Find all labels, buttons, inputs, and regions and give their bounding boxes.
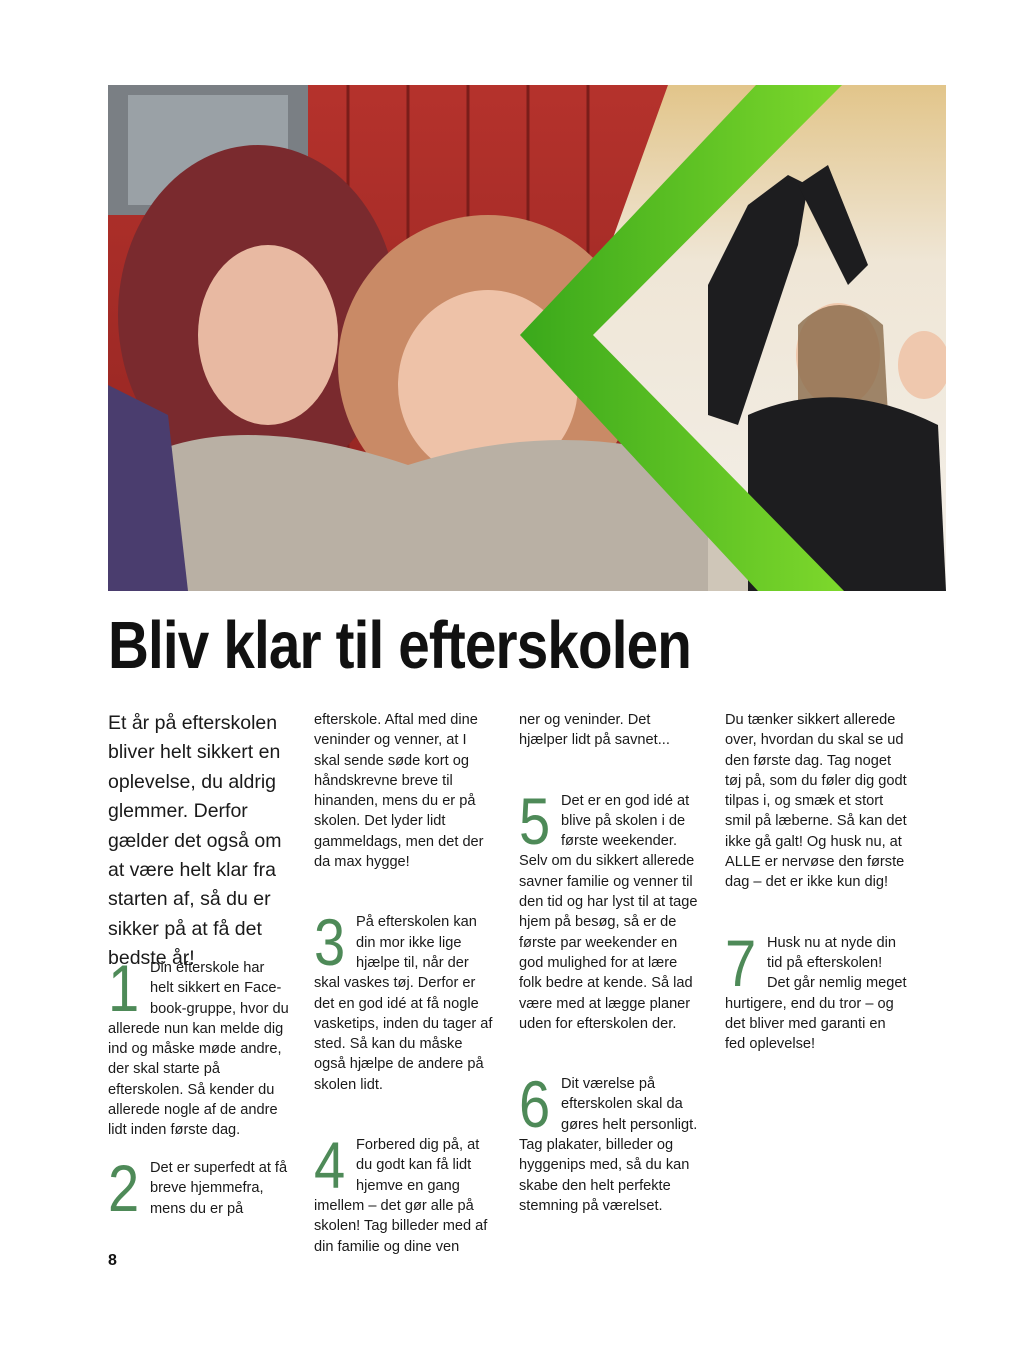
tip-text: På efterskolen kan din mor ikke lige hjælpe til, når der skal vaskes tøj. Derfor er det en god idé at få nogle vasketips, inden du tager af sted. Så kan du måske også hjælpe de andere på skolen lidt. (314, 914, 493, 1093)
page-title: Bliv klar til efterskolen (108, 608, 692, 683)
tip-number: 4 (314, 1128, 346, 1203)
tip-1 (108, 951, 290, 1141)
intro-text: Et år på efterskolen bliver helt sikkert en oplevelse, du aldrig glemmer. Derfor gælder det også om at være helt klar fra starten af, så du er sikker på at få det bedste år! (108, 712, 282, 970)
tip-number: 5 (519, 783, 551, 858)
tip-text: ner og veninder. Det hjælper lidt på savnet... (519, 712, 670, 749)
hero-photo-illustration (108, 85, 946, 591)
tip-2-continued (314, 710, 496, 872)
column-4 (725, 710, 907, 1054)
tip-2-start (108, 1151, 290, 1225)
hero-photo (108, 85, 946, 591)
tip-text: Forbered dig på, at du godt kan få lidt hjemve en gang imellem – det gør alle på skolen! Tag billeder med af din familie og dine ven (314, 1137, 488, 1255)
column-1 (108, 951, 290, 1141)
column-1-bottom (108, 1151, 290, 1225)
tip-7 (725, 925, 907, 1055)
page-number: 8 (108, 1252, 117, 1269)
tip-3 (314, 905, 496, 1095)
column-2 (314, 710, 496, 1257)
tip-6-extra (725, 710, 907, 893)
tip-number: 2 (108, 1151, 140, 1225)
tip-text: Dit værelse på efterskolen skal da gøres helt personligt. Tag plakater, billeder og hyggenips med, så du kan skabe den helt perfekte stemning på værelset. (519, 1076, 698, 1214)
tip-text: efterskole. Aftal med dine veninder og venner, at I skal sende søde kort og håndskrevne breve til hinanden, mens du er på skolen. Det lyder lidt gammeldags, men det der da max hygge! (314, 712, 484, 871)
tip-4-continued (519, 710, 701, 751)
tip-6 (519, 1067, 701, 1216)
tip-text: Din efterskole har helt sikkert en Facebook-gruppe, hvor du allerede nun kan melde dig ind og måske møde andre, der skal starte på efterskolen. Så kender du allerede nogle af de andre lidt inden første dag. (108, 960, 289, 1139)
tip-text: Det er superfedt at få breve hjemmefra, mens du er på (150, 1160, 288, 1217)
tip-number: 6 (519, 1067, 551, 1142)
column-3 (519, 710, 701, 1216)
tip-number: 7 (725, 925, 757, 1000)
tip-text: Husk nu at nyde din tid på efterskolen! Det går nemlig meget hurtigere, end du tror – og det bliver med garanti en fed oplevelse! (725, 934, 907, 1053)
tip-number: 1 (108, 951, 140, 1025)
tip-text: Du tænker sikkert allerede over, hvordan du skal se ud den første dag. Tag noget tøj på, som du føler dig godt tilpas i, og smæk et stort smil på læberne. Så kan det ikke gå galt! Og husk nu, at ALLE er nervøse den første dag – det er ikke kun dig! (725, 712, 907, 891)
tip-text: Det er en god idé at blive på skolen i de første weekender. Selv om du sikkert allerede savner familie og venner til den tid og har lyst til at tage hjem på besøg, så er de første par weekender en god mulighed for at lære folk bedre at kende. Så lad være med at lægge planer uden for efterskolen der. (519, 792, 698, 1032)
tip-4 (314, 1128, 496, 1257)
intro-column (108, 709, 298, 974)
tip-number: 3 (314, 905, 346, 980)
tip-5 (519, 783, 701, 1035)
